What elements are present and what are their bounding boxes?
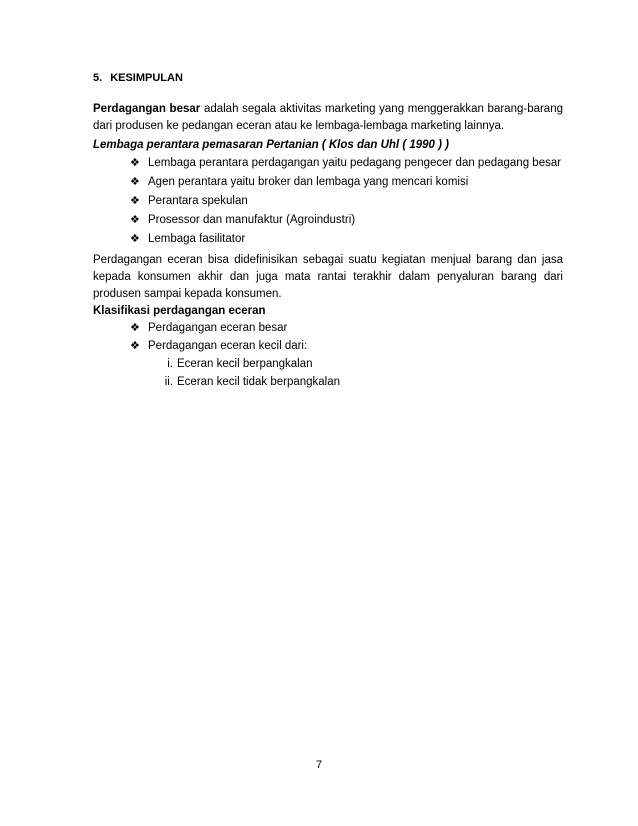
subheading-lembaga-perantara: Lembaga perantara pemasaran Pertanian ( Klos dan Uhl ( 1990 ) ) xyxy=(93,139,449,151)
list-item-text: Lembaga fasilitator xyxy=(148,233,246,245)
section-heading xyxy=(93,72,183,84)
section-number: 5. xyxy=(93,72,103,84)
list-item xyxy=(130,319,307,337)
diamond-bullet-icon: ❖ xyxy=(130,195,140,207)
list-item xyxy=(130,154,561,173)
sublist-item xyxy=(153,355,340,373)
list-item xyxy=(130,211,561,230)
paragraph-perdagangan-eceran: Perdagangan eceran bisa didefinisikan sebagai suatu kegiatan menjual barang dan jasa kepada konsumen akhir dan juga mata rantai terakhir dalam penyaluran barang dari produsen sampai kepada konsumen. xyxy=(93,254,563,300)
diamond-bullet-icon: ❖ xyxy=(130,322,140,334)
list-item xyxy=(130,192,561,211)
diamond-bullet-icon: ❖ xyxy=(130,176,140,188)
list-item-text: Perantara spekulan xyxy=(148,195,248,207)
list-item-text: Perdagangan eceran kecil dari: xyxy=(148,340,308,352)
list-item xyxy=(130,230,561,249)
sublist-item-text: Eceran kecil berpangkalan xyxy=(177,358,313,370)
page-number: 7 xyxy=(315,759,323,771)
paragraph-perdagangan-besar xyxy=(93,101,563,135)
list-item xyxy=(130,173,561,192)
sublist-item xyxy=(153,373,340,391)
diamond-bullet-icon: ❖ xyxy=(130,340,140,352)
list-item-text: Prosessor dan manufaktur (Agroindustri) xyxy=(148,214,356,226)
diamond-bullet-icon: ❖ xyxy=(130,214,140,226)
diamond-bullet-icon: ❖ xyxy=(130,157,140,169)
section-title: KESIMPULAN xyxy=(110,72,183,84)
roman-marker: ii. xyxy=(164,376,173,388)
sublist-item-text: Eceran kecil tidak berpangkalan xyxy=(177,376,341,388)
subheading-klasifikasi: Klasifikasi perdagangan eceran xyxy=(93,305,266,317)
roman-marker: i. xyxy=(167,358,173,370)
bold-term: Perdagangan besar xyxy=(93,103,201,115)
eceran-kecil-sublist xyxy=(153,355,340,391)
list-item-text: Perdagangan eceran besar xyxy=(148,322,288,334)
lembaga-list xyxy=(130,154,561,249)
diamond-bullet-icon: ❖ xyxy=(130,233,140,245)
list-item-text: Lembaga perantara perdagangan yaitu pedagang pengecer dan pedagang besar xyxy=(148,157,562,169)
list-item xyxy=(130,337,307,355)
list-item-text: Agen perantara yaitu broker dan lembaga yang mencari komisi xyxy=(148,176,469,188)
paragraph-text: adalah segala aktivitas marketing yang menggerakkan barang-barang dari produsen ke pedangan eceran atau ke lembaga-lembaga marketing lainnya. xyxy=(93,103,563,132)
klasifikasi-list xyxy=(130,319,307,355)
